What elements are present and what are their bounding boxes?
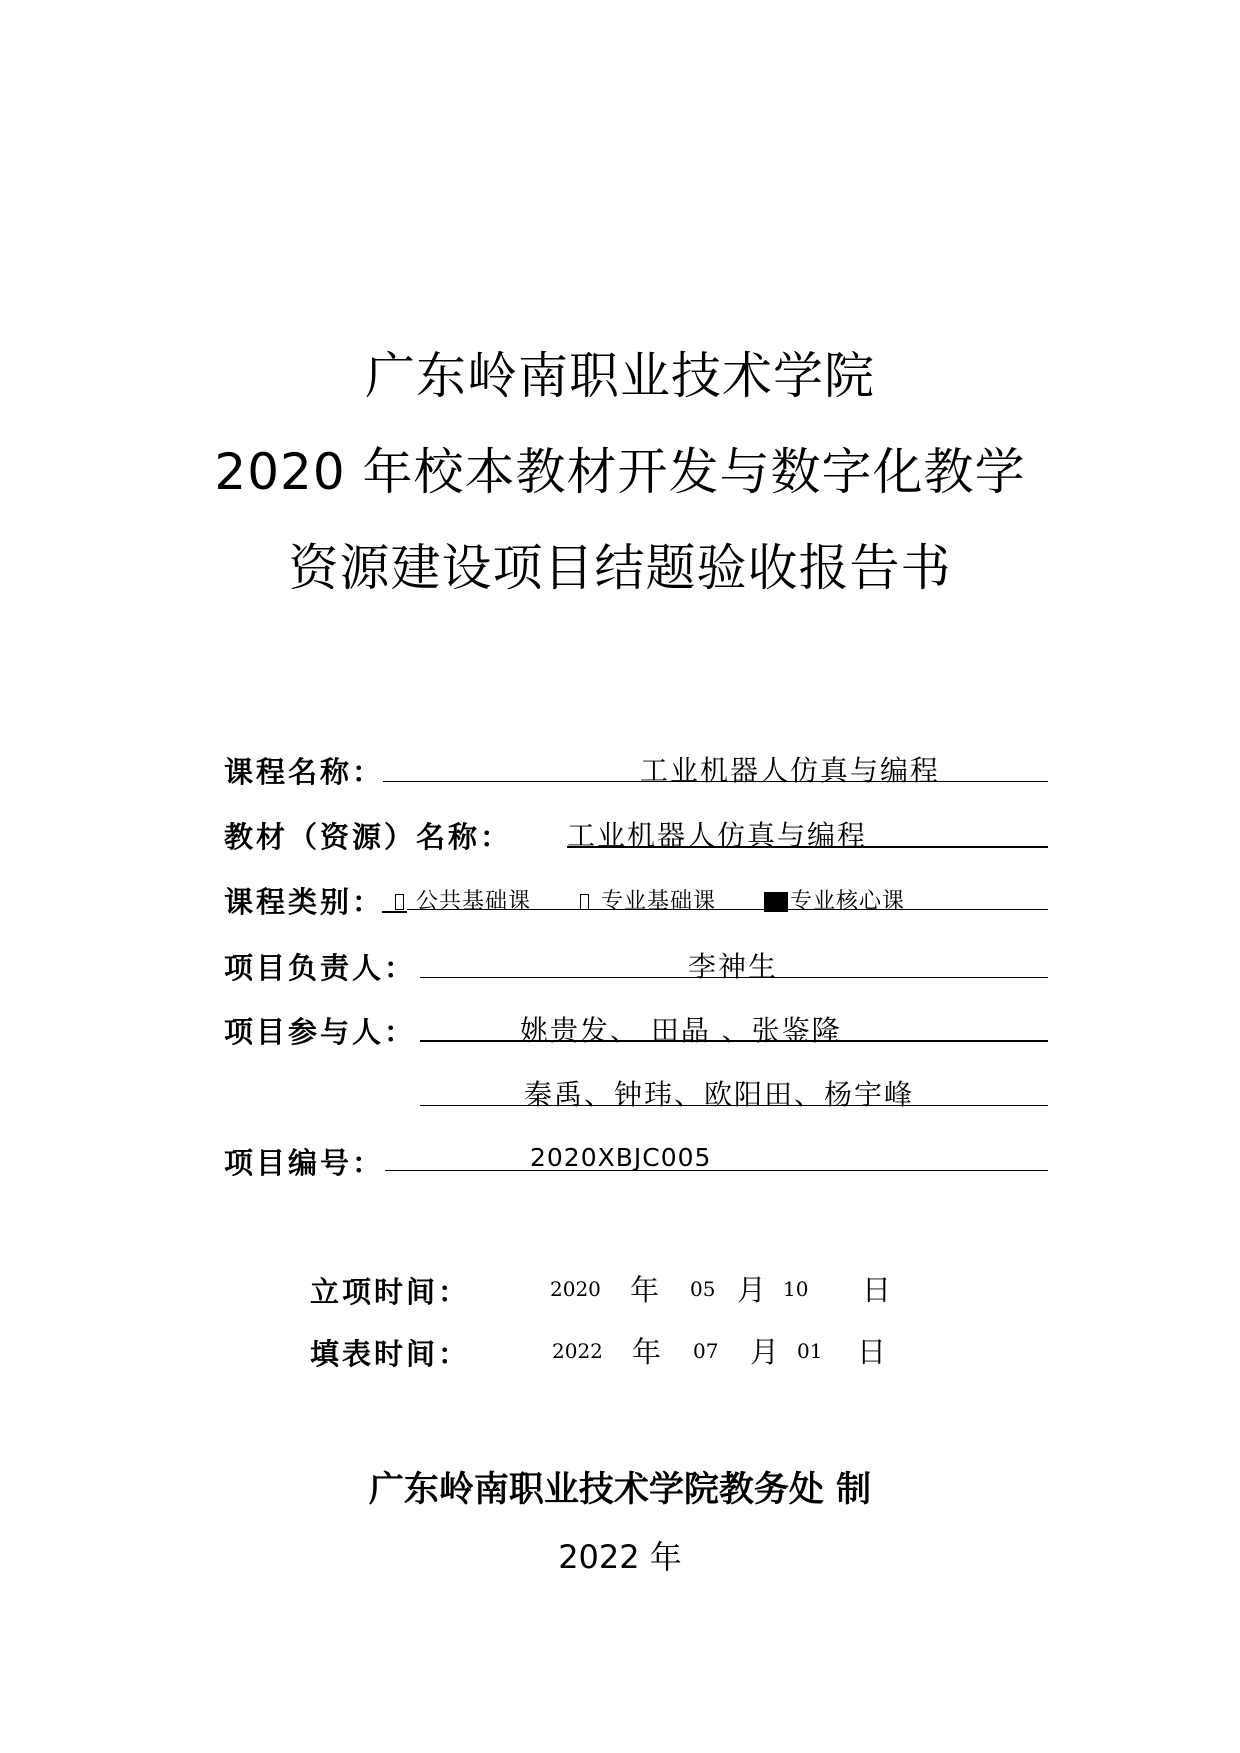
fill-date-label: 填表时间：: [310, 1337, 471, 1371]
project-number-value[interactable]: 2020XBJC005: [530, 1143, 712, 1172]
fill-date-year[interactable]: 2022: [552, 1339, 603, 1363]
material-name-value[interactable]: 工业机器人仿真与编程: [567, 819, 868, 852]
project-leader-value[interactable]: 李神生: [688, 950, 779, 983]
course-name-label: 课程名称：: [224, 755, 385, 789]
category-option-professional-basic[interactable]: 专业基础课: [580, 884, 716, 915]
fill-date-month-unit: 月: [750, 1335, 780, 1369]
project-number-label: 项目编号：: [224, 1146, 385, 1180]
category-option-public[interactable]: 公共基础课: [395, 884, 531, 915]
category-option-professional-core[interactable]: 专业核心课: [764, 884, 905, 915]
checkbox-checked-icon[interactable]: [764, 892, 788, 912]
start-date-year[interactable]: 2020: [550, 1277, 601, 1301]
project-number-underline: [385, 1170, 1048, 1171]
issue-year: 2022 年: [558, 1538, 682, 1576]
fill-date-day[interactable]: 01: [797, 1339, 823, 1363]
start-date-label: 立项时间：: [310, 1275, 471, 1309]
start-date-year-unit: 年: [630, 1273, 660, 1307]
checkbox-unchecked-icon[interactable]: [580, 894, 589, 910]
start-date-month-unit: 月: [737, 1273, 767, 1307]
title-line-3: 资源建设项目结题验收报告书: [288, 539, 952, 597]
material-name-label: 教材（资源）名称：: [224, 820, 513, 854]
participants-value-2[interactable]: 秦禹、钟玮、欧阳田、杨宇峰: [524, 1078, 915, 1111]
start-date-day[interactable]: 10: [783, 1277, 809, 1301]
course-category-label: 课程类别：: [224, 885, 385, 919]
issuing-office: 广东岭南职业技术学院教务处 制: [368, 1470, 872, 1510]
project-leader-label: 项目负责人：: [224, 951, 417, 985]
fill-date-day-unit: 日: [857, 1335, 887, 1369]
start-date-month[interactable]: 05: [690, 1277, 716, 1301]
checkbox-unchecked-icon[interactable]: [395, 894, 404, 910]
title-line-1: 广东岭南职业技术学院: [365, 347, 875, 405]
participants-label: 项目参与人：: [224, 1015, 417, 1049]
fill-date-month[interactable]: 07: [693, 1339, 719, 1363]
title-line-2: 2020 年校本教材开发与数字化教学: [214, 443, 1026, 501]
course-name-value[interactable]: 工业机器人仿真与编程: [640, 754, 941, 787]
fill-date-year-unit: 年: [632, 1335, 662, 1369]
start-date-day-unit: 日: [862, 1273, 892, 1307]
participants-value-1[interactable]: 姚贵发、 田晶 、张鉴隆: [520, 1014, 842, 1047]
